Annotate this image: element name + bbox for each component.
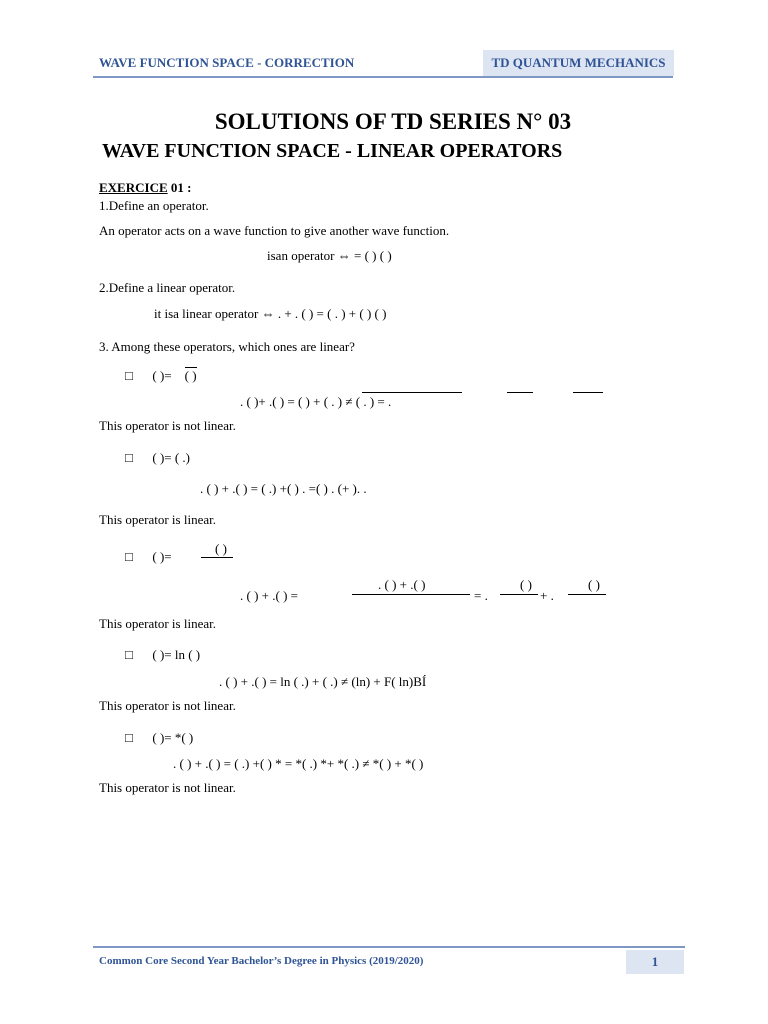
op3-line-numerator: . ( ) + .( ) bbox=[378, 577, 426, 592]
q2-formula: it isa linear operator ⇔ . + . ( ) = ( . ) + ( ) ( ) bbox=[154, 306, 387, 321]
op3-line-plus: + . bbox=[540, 588, 554, 603]
op5-conclusion: This operator is not linear. bbox=[99, 780, 236, 795]
page-number: 1 bbox=[651, 954, 659, 969]
header-left: WAVE FUNCTION SPACE - CORRECTION bbox=[99, 55, 355, 70]
op1-conclusion: This operator is not linear. bbox=[99, 418, 236, 433]
op3-def-fraction-bar bbox=[201, 557, 233, 558]
op2-line: . ( ) + .( ) = ( .) +( ) . =( ) . (+ ). . bbox=[200, 481, 367, 496]
op3-line-num3: ( ) bbox=[588, 577, 600, 592]
footer-text: Common Core Second Year Bachelor’s Degree in Physics (2019/2020) bbox=[99, 955, 424, 967]
op5-definition: □ ( )= *( ) bbox=[125, 730, 194, 745]
op2-definition: □ ( )= ( .) bbox=[125, 450, 191, 465]
op5-def: ( )= *( ) bbox=[152, 730, 194, 745]
op1-overline-1 bbox=[362, 392, 462, 393]
op3-line-num2: ( ) bbox=[520, 577, 532, 592]
op4-definition: □ ( )= ln ( ) bbox=[125, 647, 201, 662]
op3-line-mid: = . bbox=[474, 588, 488, 603]
op1-def-a: ( )= bbox=[152, 368, 172, 383]
op3-conclusion: This operator is linear. bbox=[99, 616, 216, 631]
page-title: SOLUTIONS OF TD SERIES N° 03 bbox=[214, 109, 572, 134]
header-divider bbox=[93, 76, 673, 78]
op2-conclusion: This operator is linear. bbox=[99, 512, 216, 527]
q1-question: 1.Define an operator. bbox=[99, 198, 209, 213]
op3-def-a: ( )= bbox=[152, 549, 172, 564]
page-number-box bbox=[626, 950, 684, 974]
header-right-box bbox=[483, 50, 674, 76]
op3-line-left: . ( ) + .( ) = bbox=[240, 588, 298, 603]
header-right: TD QUANTUM MECHANICS bbox=[491, 55, 666, 70]
footer-divider bbox=[93, 946, 685, 948]
op3-fraction-bar-2 bbox=[500, 594, 538, 595]
op3-def-numerator: ( ) bbox=[215, 541, 227, 556]
op2-def: ( )= ( .) bbox=[152, 450, 191, 465]
op1-definition: □ ( )= ( ) bbox=[125, 368, 197, 383]
exercise-heading bbox=[99, 180, 191, 196]
op1-overline-2 bbox=[507, 392, 533, 393]
q1-answer: An operator acts on a wave function to give another wave function. bbox=[99, 223, 450, 238]
op3-fraction-bar-3 bbox=[568, 594, 606, 595]
op5-line: . ( ) + .( ) = ( .) +( ) * = *( .) *+ *( .) ≠ *( ) + *( ) bbox=[173, 756, 424, 771]
op1-overline-3 bbox=[573, 392, 603, 393]
q3-question: 3. Among these operators, which ones are linear? bbox=[99, 339, 355, 354]
exercise-label: EXERCICE bbox=[99, 180, 168, 195]
op4-conclusion: This operator is not linear. bbox=[99, 698, 236, 713]
op3-definition: □ ( )= bbox=[125, 549, 172, 564]
page-subtitle: WAVE FUNCTION SPACE - LINEAR OPERATORS bbox=[102, 140, 563, 162]
op4-def: ( )= ln ( ) bbox=[152, 647, 201, 662]
op3-fraction-bar-1 bbox=[352, 594, 470, 595]
q2-question: 2.Define a linear operator. bbox=[99, 280, 236, 295]
q1-formula: isan operator ⇔ = ( ) ( ) bbox=[267, 248, 392, 263]
op4-line: . ( ) + .( ) = ln ( .) + ( .) ≠ (ln) + F( ln)BÍ bbox=[219, 674, 427, 689]
exercise-number: 01 : bbox=[167, 180, 192, 195]
op1-line: . ( )+ .( ) = ( ) + ( . ) ≠ ( . ) = . bbox=[240, 394, 392, 409]
op1-def-b: ( ) bbox=[184, 368, 197, 383]
